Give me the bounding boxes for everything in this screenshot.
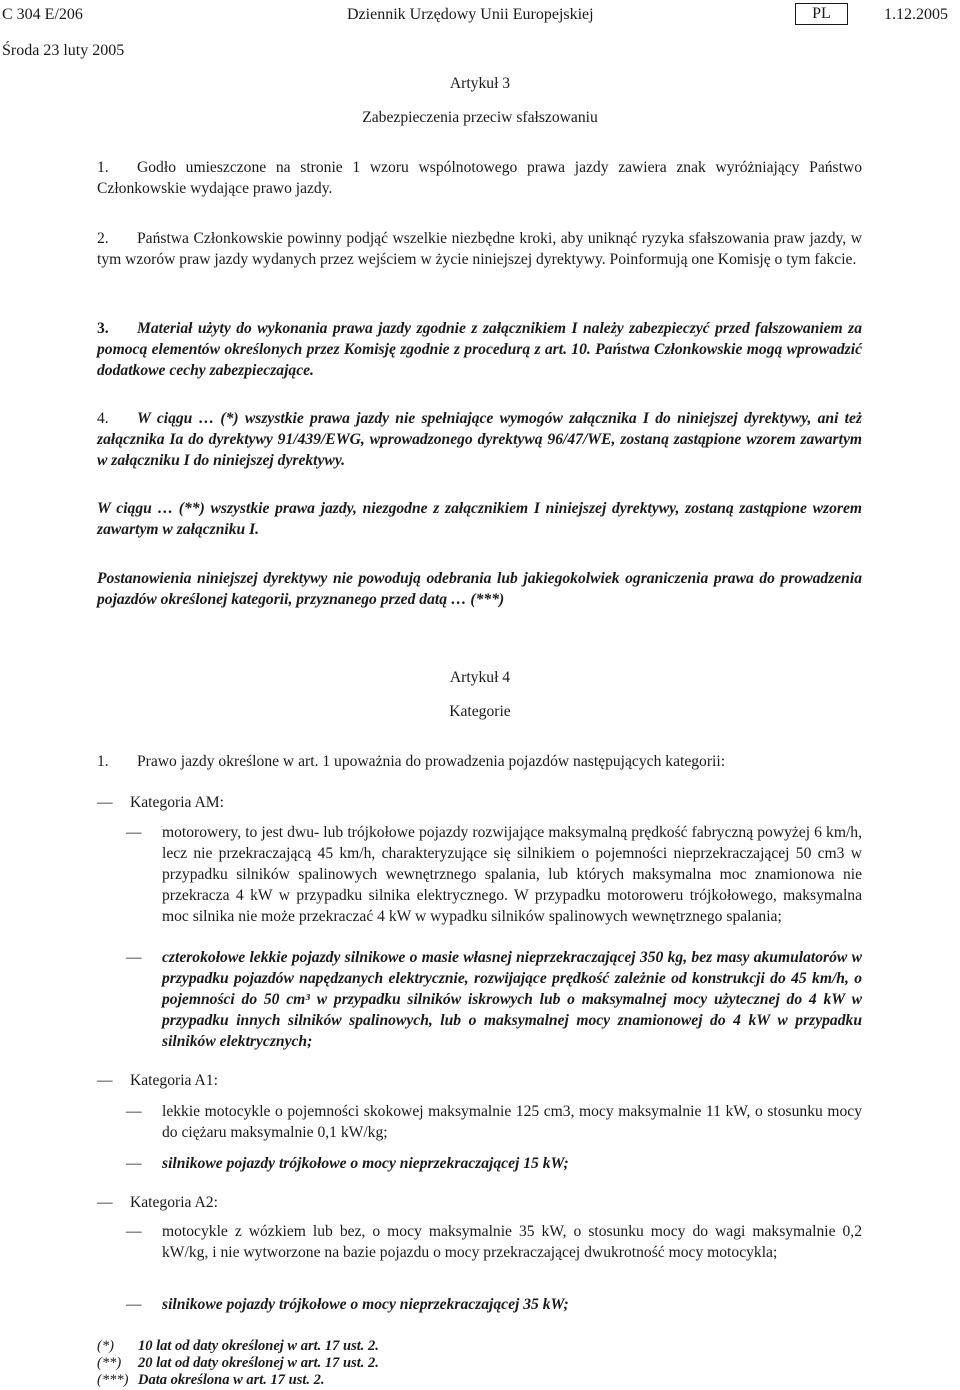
article-3-subtitle: Zabezpieczenia przeciw sfałszowaniu <box>362 109 598 126</box>
category-am-item-2 <box>126 947 862 1052</box>
footnote-3 <box>97 1372 857 1389</box>
item-text: czterokołowe lekkie pojazdy silnikowe o masie własnej nieprzekraczającej 350 kg, bez masy akumulatorów w przypadku pojazdów napędzanych elektrycznie, rozwijające prędkość zależnie od konstrukcji do 45 km/h, o pojemności do 50 cm³ w przypadku silników iskrowych lub o maksymalnej mocy użytecznej do 4 kW w przypadku innych silników spalinowych, lub o maksymalnej mocy znamionowej do 4 kW w przypadku silników elektrycznych; <box>162 949 862 1050</box>
category-label: Kategoria A1: <box>130 1072 218 1089</box>
issue-date: 1.12.2005 <box>884 6 948 23</box>
article-3-paragraph-5: W ciągu … (**) wszystkie prawa jazdy, niezgodne z załącznikiem I niniejszej dyrektywy, zostaną zastąpione wzorem zawartym w załączniku I. <box>97 500 862 538</box>
language-badge: PL <box>795 3 848 25</box>
article-3-paragraph-6: Postanowienia niniejszej dyrektywy nie powodują odebrania lub jakiegokolwiek ograniczenia prawa do prowadzenia pojazdów określonej kategorii, przyznanego przed datą … (***) <box>97 570 862 608</box>
footnote-2 <box>97 1355 857 1372</box>
category-a1-item-1 <box>126 1101 862 1143</box>
footnote-1 <box>97 1338 857 1355</box>
dash: — <box>97 1072 113 1089</box>
session-date: Środa 23 luty 2005 <box>2 42 125 59</box>
item-text: motorowery, to jest dwu- lub trójkołowe pojazdy rozwijające maksymalną prędkość fabryczną powyżej 6 km/h, lecz nie przekraczającą 45 km/h, charakteryzujące się silnikiem o pojemności nieprzekraczającej 50 cm3 w przypadku silników spalinowych wewnętrznego spalania, lub których maksymalna moc znamionowa nie przekracza 4 kW w przypadku silnika elektrycznego. W przypadku motoroweru trójkołowego, maksymalna moc silnika nie może przekraczać 4 kW w wypadku silników spalinowych wewnętrznego spalania; <box>162 824 862 925</box>
category-a1-item-2 <box>126 1153 862 1174</box>
paragraph-text: Państwa Członkowskie powinny podjąć wszelkie niezbędne kroki, aby uniknąć ryzyka sfałszowania praw jazdy, w tym wzorów praw jazdy wydanych przez wejściem w życie niniejszej dyrektywy. Poinformują one Komisję o tym fakcie. <box>97 230 862 268</box>
article-3-paragraph-4 <box>97 408 862 471</box>
category-a2-item-2 <box>126 1294 862 1315</box>
journal-reference: C 304 E/206 <box>2 6 83 23</box>
dash: — <box>97 794 113 811</box>
dash: — <box>97 1194 113 1211</box>
paragraph-text: Godło umieszczone na stronie 1 wzoru wspólnotowego prawa jazdy zawiera znak wyróżniający Państwo Członkowskie wydające prawo jazdy. <box>97 159 862 197</box>
footnote-mark: (**) <box>97 1355 122 1371</box>
category-a1 <box>97 1070 862 1091</box>
dash: — <box>126 824 142 841</box>
item-text: silnikowe pojazdy trójkołowe o mocy nieprzekraczającej 35 kW; <box>162 1296 569 1313</box>
article-4-title: Artykuł 4 <box>449 669 511 686</box>
dash: — <box>126 1103 142 1120</box>
category-label: Kategoria AM: <box>130 794 224 811</box>
category-am <box>97 792 862 813</box>
article-3-title: Artykuł 3 <box>449 75 511 92</box>
item-text: silnikowe pojazdy trójkołowe o mocy nieprzekraczającej 15 kW; <box>162 1155 569 1172</box>
page-header <box>0 2 960 26</box>
article-3-paragraph-2 <box>97 228 862 270</box>
footnote-text: Data określona w art. 17 ust. 2. <box>138 1372 325 1388</box>
item-text: lekkie motocykle o pojemności skokowej maksymalnie 125 cm3, mocy maksymalnie 11 kW, o stosunku mocy do ciężaru maksymalnie 0,1 kW/kg; <box>162 1103 862 1141</box>
article-4-paragraph-1 <box>97 751 862 772</box>
footnote-mark: (*) <box>97 1338 114 1354</box>
paragraph-number: 2. <box>97 230 109 247</box>
dash: — <box>126 949 142 966</box>
footnote-mark: (***) <box>97 1372 129 1388</box>
paragraph-number: 4. <box>97 410 109 427</box>
dash: — <box>126 1296 142 1313</box>
article-4-subtitle: Kategorie <box>449 703 511 720</box>
dash: — <box>126 1223 142 1240</box>
article-3-paragraph-3 <box>97 318 862 381</box>
dash: — <box>126 1155 142 1172</box>
category-am-item-1 <box>126 822 862 927</box>
footnote-text: 10 lat od daty określonej w art. 17 ust. 2. <box>138 1338 379 1354</box>
paragraph-number: 1. <box>97 159 109 176</box>
paragraph-number: 3. <box>97 320 109 337</box>
paragraph-number: 1. <box>97 753 109 770</box>
item-text: motocykle z wózkiem lub bez, o mocy maksymalnie 35 kW, o stosunku mocy do wagi maksymalnie 0,2 kW/kg, i nie wytworzone na bazie pojazdu o mocy przekraczającej dwukrotność mocy motocykla; <box>162 1223 862 1261</box>
article-3-paragraph-1 <box>97 157 862 199</box>
category-a2-item-1 <box>126 1221 862 1263</box>
paragraph-text: Materiał użyty do wykonania prawa jazdy zgodnie z załącznikiem I należy zabezpieczyć przed fałszowaniem za pomocą elementów określonych przez Komisję zgodnie z procedurą z art. 10. Państwa Członkowskie mogą wprowadzić dodatkowe cechy zabezpieczające. <box>97 320 862 379</box>
footnote-text: 20 lat od daty określonej w art. 17 ust. 2. <box>138 1355 379 1371</box>
category-a2 <box>97 1192 862 1213</box>
paragraph-text: W ciągu … (*) wszystkie prawa jazdy nie spełniające wymogów załącznika I do niniejszej dyrektywy, ani też załącznika Ia do dyrektywy 91/439/EWG, wprowadzonego dyrektywą 96/47/WE, zostaną zastąpione wzorem zawartym w załączniku I do niniejszej dyrektywy. <box>97 410 862 469</box>
journal-title: Dziennik Urzędowy Unii Europejskiej <box>347 6 594 23</box>
category-label: Kategoria A2: <box>130 1194 218 1211</box>
paragraph-text: Prawo jazdy określone w art. 1 upoważnia do prowadzenia pojazdów następujących kategorii: <box>137 753 726 770</box>
